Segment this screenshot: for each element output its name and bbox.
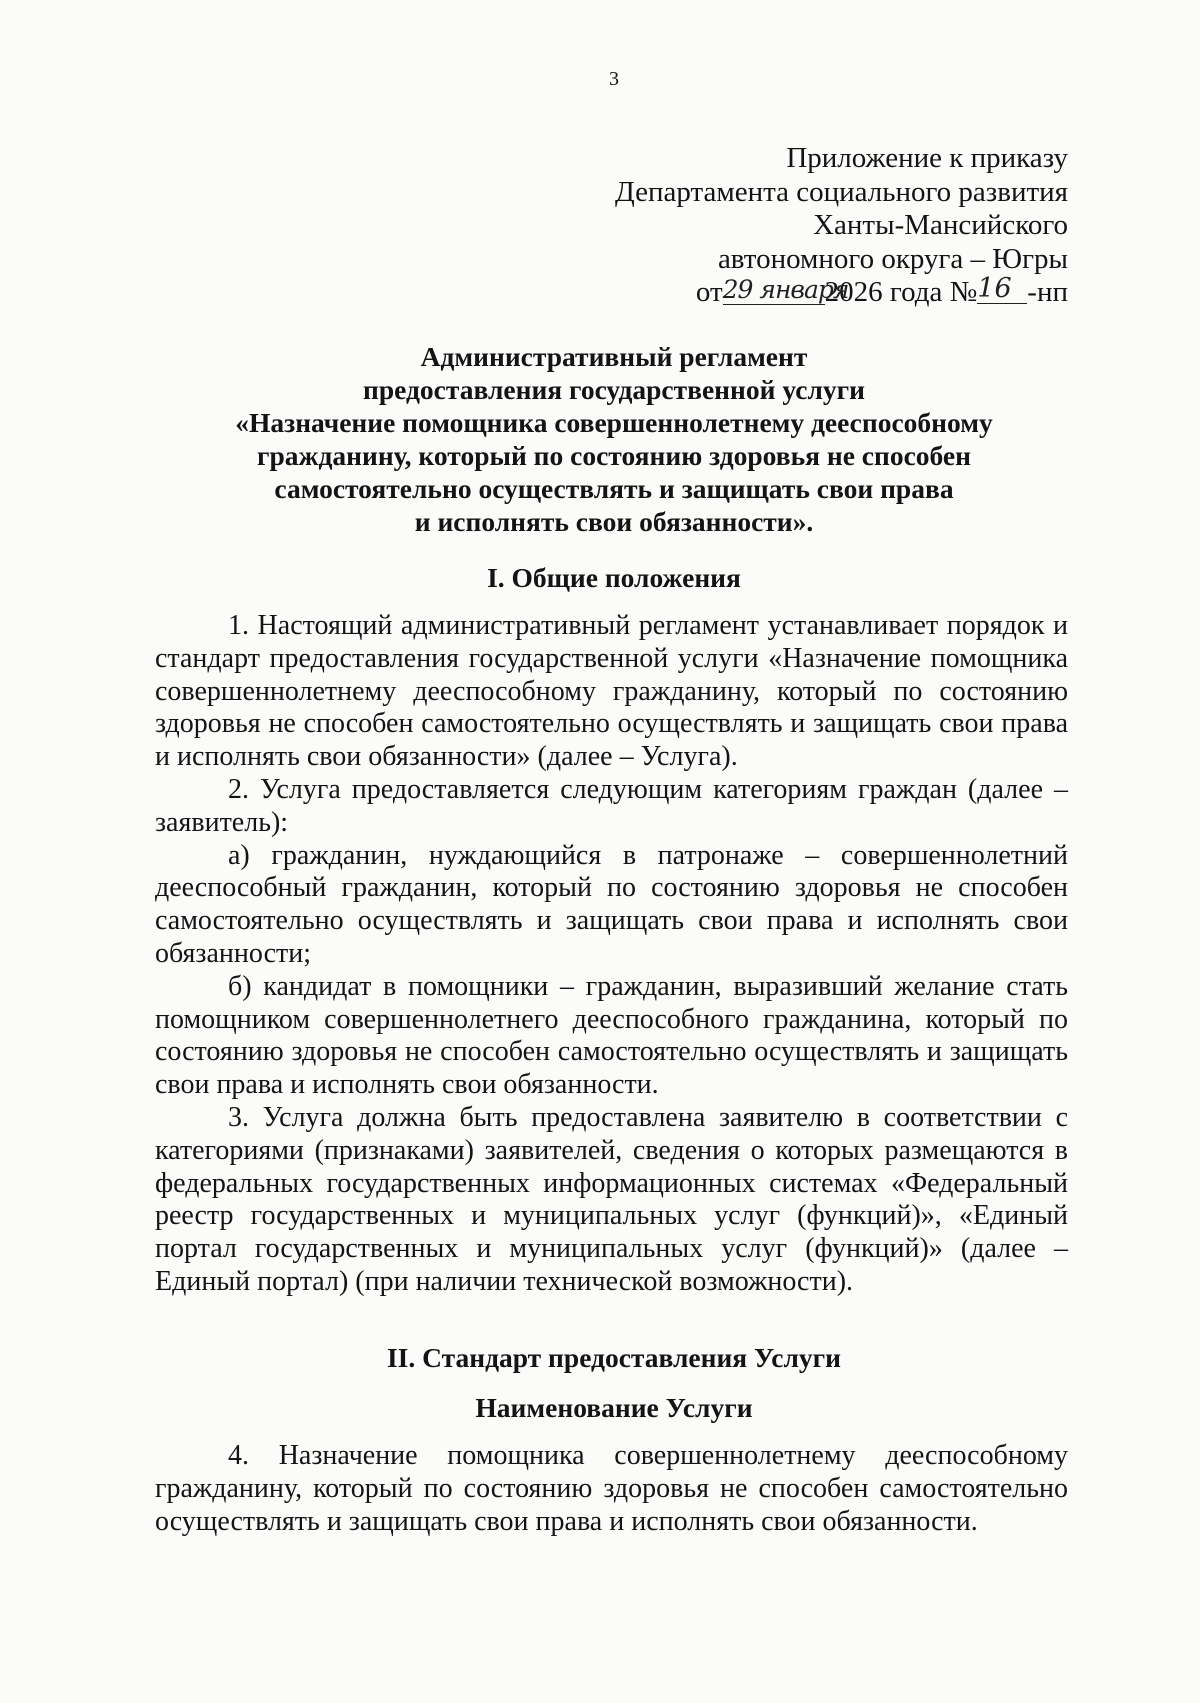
title-line-2: предоставления государственной услуги bbox=[363, 374, 865, 405]
section-2-subheading: Наименование Услуги bbox=[475, 1392, 753, 1423]
section-1-heading: I. Общие положения bbox=[487, 562, 741, 593]
section-1-body bbox=[155, 610, 1068, 1299]
approval-date-line bbox=[615, 273, 1068, 310]
title-line-1: Административный регламент bbox=[420, 341, 808, 372]
paragraph-4: 4. Назначение помощника совершеннолетнему дееспособному гражданину, который по состоянию здоровья не способен самостоятельно осуществлять и защищать свои права и исполнять свои обязанности. bbox=[155, 1440, 1068, 1537]
paragraph-1: 1. Настоящий административный регламент устанавливает порядок и стандарт предоставления государственной услуги «Назначение помощника совершеннолетнему дееспособному гражданину, который по состоянию здоровья не способен самостоятельно осуществлять и защищать свои права и исполнять свои обязанности» (далее – Услуга). bbox=[155, 610, 1068, 773]
title-line-4: гражданину, который по состоянию здоровья не способен bbox=[257, 440, 971, 471]
section-2-heading: II. Стандарт предоставления Услуги bbox=[386, 1342, 841, 1373]
number-suffix: -нп bbox=[1027, 276, 1068, 308]
date-prefix: от bbox=[695, 276, 723, 308]
page-number: 3 bbox=[609, 68, 619, 90]
paragraph-2a: а) гражданин, нуждающийся в патронаже – совершеннолетний дееспособный гражданин, который по состоянию здоровья не способен самостоятельно осуществлять и защищать свои права и исполнять свои обязанности; bbox=[155, 839, 1068, 969]
year-text: 2026 года № bbox=[824, 276, 978, 308]
paragraph-3: 3. Услуга должна быть предоставлена заявителю в соответствии с категориями (признаками) заявителей, сведения о которых размещаются в федеральных государственных информационных системах «Федеральный реестр государственных и муниципальных услуг (функций)», «Единый портал государственных и муниципальных услуг (функций)» (далее – Единый портал) (при наличии технической возможности). bbox=[155, 1101, 1068, 1297]
handwritten-date: 29 января bbox=[723, 273, 825, 307]
handwritten-number: 16 bbox=[977, 272, 1027, 306]
paragraph-2: 2. Услуга предоставляется следующим категориям граждан (далее – заявитель): bbox=[155, 773, 1068, 838]
title-line-6: и исполнять свои обязанности». bbox=[414, 506, 814, 537]
approval-block bbox=[615, 142, 1068, 310]
approval-line-1: Приложение к приказу bbox=[786, 142, 1068, 174]
paragraph-2b: б) кандидат в помощники – гражданин, выразивший желание стать помощником совершеннолетнего дееспособного гражданина, который по состоянию здоровья не способен самостоятельно осуществлять и защищать свои права и исполнять свои обязанности. bbox=[155, 970, 1068, 1101]
title-line-5: самостоятельно осуществлять и защищать свои права bbox=[274, 473, 954, 504]
approval-line-3: Ханты-Мансийского bbox=[813, 209, 1068, 241]
approval-line-2: Департамента социального развития bbox=[614, 175, 1068, 208]
section-2-body bbox=[155, 1440, 1068, 1538]
title-line-3: «Назначение помощника совершеннолетнему дееспособному bbox=[235, 407, 993, 438]
approval-line-4: автономного округа – Югры bbox=[717, 242, 1068, 275]
document-title bbox=[0, 340, 1200, 538]
